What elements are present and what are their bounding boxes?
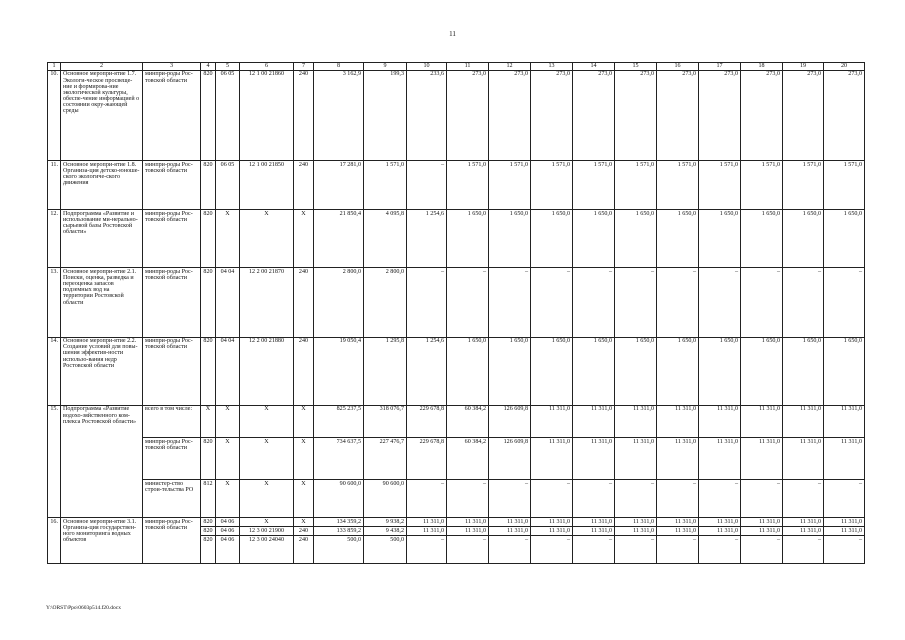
value-cell: 11 311,0 — [783, 405, 824, 437]
value-cell: 3 162,9 — [314, 70, 364, 160]
row-name: Основное меропри-ятие 3.1. Организа-ция государствен-ного мониторинга водных объектов — [61, 518, 143, 564]
value-cell: 1 571,0 — [489, 161, 531, 210]
row-executor: минпри-роды Рос-товской области — [143, 518, 201, 564]
value-cell: 11 311,0 — [489, 527, 531, 536]
value-cell: – — [447, 480, 489, 518]
value-cell: 318 076,7 — [364, 405, 407, 437]
table-row — [48, 70, 865, 160]
value-cell: 820 — [201, 438, 216, 480]
column-number: 14 — [573, 63, 615, 71]
row-name: Основное меропри-ятие 2.2. Создание условий для повы-шения эффектив-ности использо-вания недр Ростовской области — [61, 337, 143, 405]
value-cell: 11 311,0 — [573, 527, 615, 536]
value-cell: X — [240, 480, 294, 518]
value-cell: X — [216, 405, 240, 437]
value-cell: 1 571,0 — [783, 161, 824, 210]
value-cell: 229 678,8 — [407, 405, 447, 437]
value-cell: 240 — [294, 536, 314, 564]
value-cell: 1 295,8 — [364, 337, 407, 405]
value-cell: 04 04 — [216, 268, 240, 337]
value-cell: 11 311,0 — [657, 518, 699, 527]
value-cell: – — [657, 480, 699, 518]
value-cell: – — [699, 536, 741, 564]
value-cell: 1 650,0 — [447, 210, 489, 268]
value-cell: – — [489, 536, 531, 564]
value-cell: 825 237,5 — [314, 405, 364, 437]
value-cell: 11 311,0 — [531, 518, 573, 527]
value-cell: 1 650,0 — [657, 337, 699, 405]
value-cell: 820 — [201, 527, 216, 536]
value-cell: X — [294, 210, 314, 268]
value-cell: – — [447, 268, 489, 337]
value-cell: – — [573, 268, 615, 337]
value-cell: – — [615, 480, 657, 518]
value-cell: 90 600,0 — [364, 480, 407, 518]
value-cell: 820 — [201, 536, 216, 564]
value-cell: 11 311,0 — [657, 438, 699, 480]
value-cell: 11 311,0 — [407, 518, 447, 527]
value-cell: 273,0 — [824, 70, 865, 160]
value-cell: X — [240, 438, 294, 480]
value-cell: – — [573, 536, 615, 564]
value-cell: X — [240, 518, 294, 527]
value-cell: X — [294, 480, 314, 518]
value-cell: 1 571,0 — [699, 161, 741, 210]
value-cell: – — [824, 268, 865, 337]
value-cell: 11 311,0 — [824, 438, 865, 480]
value-cell: 1 571,0 — [615, 161, 657, 210]
row-name: Подпрограмма «Развитие водохо-зяйственного ком-плекса Ростовской области» — [61, 405, 143, 518]
value-cell: 11 311,0 — [783, 438, 824, 480]
value-cell: 11 311,0 — [615, 527, 657, 536]
value-cell: 1 650,0 — [615, 210, 657, 268]
value-cell: 820 — [201, 161, 216, 210]
value-cell: X — [216, 438, 240, 480]
value-cell: 17 281,0 — [314, 161, 364, 210]
row-executor: минпри-роды Рос-товской области — [143, 438, 201, 480]
value-cell: 60 384,2 — [447, 438, 489, 480]
value-cell: 11 311,0 — [741, 518, 783, 527]
value-cell: – — [741, 480, 783, 518]
value-cell: 1 571,0 — [531, 161, 573, 210]
value-cell: 273,0 — [741, 70, 783, 160]
value-cell: 273,0 — [783, 70, 824, 160]
value-cell: – — [824, 480, 865, 518]
column-number: 20 — [824, 63, 865, 71]
value-cell: 11 311,0 — [573, 438, 615, 480]
value-cell: 1 650,0 — [783, 337, 824, 405]
value-cell: X — [216, 480, 240, 518]
value-cell: 1 650,0 — [824, 337, 865, 405]
row-executor: минпри-роды Рос-товской области — [143, 268, 201, 337]
value-cell: 1 650,0 — [531, 337, 573, 405]
value-cell: 240 — [294, 161, 314, 210]
row-name: Основное меропри-ятие 1.7. Экологи-ческое просвеще-ние и формирова-ние экологической культуры, обеспе-чение информацией о состоянии окру-жающей среды — [61, 70, 143, 160]
row-executor: всего в том числе: — [143, 405, 201, 437]
value-cell: 11 311,0 — [824, 518, 865, 527]
value-cell: 273,0 — [447, 70, 489, 160]
value-cell: 820 — [201, 210, 216, 268]
value-cell: 126 609,8 — [489, 405, 531, 437]
value-cell: 273,0 — [657, 70, 699, 160]
column-number: 10 — [407, 63, 447, 71]
column-number: 2 — [61, 63, 143, 71]
table-row — [48, 337, 865, 405]
value-cell: X — [240, 210, 294, 268]
value-cell: 134 359,2 — [314, 518, 364, 527]
value-cell: – — [407, 536, 447, 564]
value-cell: 12 3 00 24040 — [240, 536, 294, 564]
value-cell: X — [201, 405, 216, 437]
value-cell: 1 650,0 — [573, 337, 615, 405]
value-cell: 11 311,0 — [531, 527, 573, 536]
column-number: 3 — [143, 63, 201, 71]
value-cell: 11 311,0 — [741, 527, 783, 536]
page-number: 11 — [449, 30, 456, 38]
value-cell: 1 254,6 — [407, 337, 447, 405]
value-cell: 11 311,0 — [699, 405, 741, 437]
value-cell: – — [783, 480, 824, 518]
table-row — [48, 518, 865, 527]
value-cell: 199,3 — [364, 70, 407, 160]
value-cell: 9 438,2 — [364, 527, 407, 536]
value-cell: 1 571,0 — [824, 161, 865, 210]
value-cell: – — [489, 480, 531, 518]
value-cell: – — [615, 536, 657, 564]
table-row — [48, 161, 865, 210]
row-name: Основное меропри-ятие 2.1. Поиски, оценка, разведка и переоценка запасов подземных вод на территории Ростовской области — [61, 268, 143, 337]
value-cell: 820 — [201, 337, 216, 405]
value-cell: 500,0 — [364, 536, 407, 564]
value-cell: 820 — [201, 518, 216, 527]
value-cell: – — [699, 268, 741, 337]
row-name: Подпрограмма «Развитие и использование ми-нерально-сырьевой базы Ростовской области» — [61, 210, 143, 268]
table-row — [48, 438, 865, 480]
row-name: Основное меропри-ятие 1.8. Организа-ция детско-юноше-ского экологиче-ского движения — [61, 161, 143, 210]
row-number: 13. — [48, 268, 61, 337]
value-cell: 273,0 — [699, 70, 741, 160]
value-cell: 11 311,0 — [741, 405, 783, 437]
table-row — [48, 268, 865, 337]
value-cell: 240 — [294, 337, 314, 405]
value-cell: 1 571,0 — [447, 161, 489, 210]
value-cell: 1 650,0 — [824, 210, 865, 268]
value-cell: 06 05 — [216, 70, 240, 160]
column-number: 8 — [314, 63, 364, 71]
row-number: 14. — [48, 337, 61, 405]
value-cell: – — [699, 480, 741, 518]
value-cell: 2 800,0 — [364, 268, 407, 337]
value-cell: 11 311,0 — [783, 518, 824, 527]
value-cell: 126 609,8 — [489, 438, 531, 480]
column-number: 6 — [240, 63, 294, 71]
column-number: 5 — [216, 63, 240, 71]
value-cell: 11 311,0 — [447, 527, 489, 536]
column-number: 13 — [531, 63, 573, 71]
value-cell: 11 311,0 — [573, 518, 615, 527]
column-number: 7 — [294, 63, 314, 71]
value-cell: X — [294, 438, 314, 480]
value-cell: 11 311,0 — [699, 438, 741, 480]
value-cell: 734 637,5 — [314, 438, 364, 480]
row-executor: минпри-роды Рос-товской области — [143, 210, 201, 268]
value-cell: 11 311,0 — [531, 405, 573, 437]
document-path: Y:\ORST\Ppo\0603p514.f20.docx — [46, 605, 121, 611]
column-number: 1 — [48, 63, 61, 71]
column-number: 9 — [364, 63, 407, 71]
value-cell: 11 311,0 — [824, 405, 865, 437]
value-cell: 1 650,0 — [531, 210, 573, 268]
value-cell: – — [407, 268, 447, 337]
value-cell: 11 311,0 — [615, 405, 657, 437]
value-cell: 04 06 — [216, 536, 240, 564]
value-cell: 1 571,0 — [573, 161, 615, 210]
value-cell: 11 311,0 — [657, 527, 699, 536]
row-executor: минпри-роды Рос-товской области — [143, 70, 201, 160]
value-cell: – — [783, 268, 824, 337]
value-cell: 233,6 — [407, 70, 447, 160]
value-cell: 11 311,0 — [615, 518, 657, 527]
value-cell: – — [741, 536, 783, 564]
column-number: 15 — [615, 63, 657, 71]
value-cell: – — [407, 161, 447, 210]
value-cell: 240 — [294, 527, 314, 536]
value-cell: – — [531, 480, 573, 518]
value-cell: 11 311,0 — [699, 518, 741, 527]
value-cell: 1 650,0 — [489, 210, 531, 268]
row-number: 11. — [48, 161, 61, 210]
value-cell: 820 — [201, 70, 216, 160]
value-cell: 1 650,0 — [741, 210, 783, 268]
column-number: 12 — [489, 63, 531, 71]
value-cell: 240 — [294, 268, 314, 337]
value-cell: 11 311,0 — [531, 438, 573, 480]
value-cell: 1 650,0 — [573, 210, 615, 268]
value-cell: 1 650,0 — [783, 210, 824, 268]
value-cell: – — [741, 268, 783, 337]
value-cell: – — [573, 480, 615, 518]
value-cell: 500,0 — [314, 536, 364, 564]
row-number: 10. — [48, 70, 61, 160]
column-number-row — [48, 63, 865, 71]
value-cell: 1 254,6 — [407, 210, 447, 268]
value-cell: 1 650,0 — [489, 337, 531, 405]
value-cell: 11 311,0 — [447, 518, 489, 527]
value-cell: 04 04 — [216, 337, 240, 405]
value-cell: 12 1 00 21850 — [240, 161, 294, 210]
value-cell: 133 859,2 — [314, 527, 364, 536]
value-cell: – — [657, 536, 699, 564]
value-cell: – — [447, 536, 489, 564]
column-number: 17 — [699, 63, 741, 71]
value-cell: 90 600,0 — [314, 480, 364, 518]
value-cell: 273,0 — [531, 70, 573, 160]
value-cell: 227 476,7 — [364, 438, 407, 480]
value-cell: X — [294, 518, 314, 527]
value-cell: – — [824, 536, 865, 564]
column-number: 4 — [201, 63, 216, 71]
value-cell: 11 311,0 — [741, 438, 783, 480]
value-cell: – — [489, 268, 531, 337]
column-number: 19 — [783, 63, 824, 71]
value-cell: 273,0 — [573, 70, 615, 160]
value-cell: 273,0 — [489, 70, 531, 160]
value-cell: 273,0 — [615, 70, 657, 160]
value-cell: 1 650,0 — [447, 337, 489, 405]
value-cell: 1 571,0 — [657, 161, 699, 210]
value-cell: 820 — [201, 268, 216, 337]
value-cell: 1 650,0 — [657, 210, 699, 268]
value-cell: – — [531, 536, 573, 564]
value-cell: 11 311,0 — [489, 518, 531, 527]
value-cell: – — [783, 536, 824, 564]
row-number: 16. — [48, 518, 61, 564]
value-cell: 1 650,0 — [741, 337, 783, 405]
row-executor: минпри-роды Рос-товской области — [143, 337, 201, 405]
value-cell: – — [657, 268, 699, 337]
value-cell: 812 — [201, 480, 216, 518]
row-number: 12. — [48, 210, 61, 268]
value-cell: 2 800,0 — [314, 268, 364, 337]
budget-table — [47, 62, 865, 564]
value-cell: 11 311,0 — [699, 527, 741, 536]
value-cell: 12 2 00 21870 — [240, 268, 294, 337]
column-number: 11 — [447, 63, 489, 71]
column-number: 18 — [741, 63, 783, 71]
value-cell: X — [216, 210, 240, 268]
value-cell: 60 384,2 — [447, 405, 489, 437]
value-cell: 1 650,0 — [699, 210, 741, 268]
value-cell: 11 311,0 — [407, 527, 447, 536]
value-cell: 11 311,0 — [783, 527, 824, 536]
value-cell: 11 311,0 — [615, 438, 657, 480]
value-cell: 229 678,8 — [407, 438, 447, 480]
value-cell: 12 1 00 21860 — [240, 70, 294, 160]
value-cell: 11 311,0 — [824, 527, 865, 536]
value-cell: 11 311,0 — [657, 405, 699, 437]
table-row — [48, 405, 865, 437]
value-cell: 06 05 — [216, 161, 240, 210]
table-row — [48, 210, 865, 268]
value-cell: – — [615, 268, 657, 337]
value-cell: 1 650,0 — [615, 337, 657, 405]
value-cell: 19 050,4 — [314, 337, 364, 405]
value-cell: 4 095,8 — [364, 210, 407, 268]
value-cell: X — [294, 405, 314, 437]
value-cell: 12 3 00 21900 — [240, 527, 294, 536]
value-cell: 11 311,0 — [573, 405, 615, 437]
value-cell: 12 2 00 21880 — [240, 337, 294, 405]
value-cell: – — [407, 480, 447, 518]
value-cell: 1 571,0 — [364, 161, 407, 210]
value-cell: 1 650,0 — [699, 337, 741, 405]
value-cell: 240 — [294, 70, 314, 160]
value-cell: 9 938,2 — [364, 518, 407, 527]
column-number: 16 — [657, 63, 699, 71]
value-cell: – — [531, 268, 573, 337]
row-executor: минпри-роды Рос-товской области — [143, 161, 201, 210]
row-executor: министер-ство строи-тельства РО — [143, 480, 201, 518]
table-row — [48, 480, 865, 518]
value-cell: 04 06 — [216, 518, 240, 527]
value-cell: X — [240, 405, 294, 437]
value-cell: 1 571,0 — [741, 161, 783, 210]
value-cell: 04 06 — [216, 527, 240, 536]
value-cell: 21 850,4 — [314, 210, 364, 268]
row-number: 15. — [48, 405, 61, 518]
